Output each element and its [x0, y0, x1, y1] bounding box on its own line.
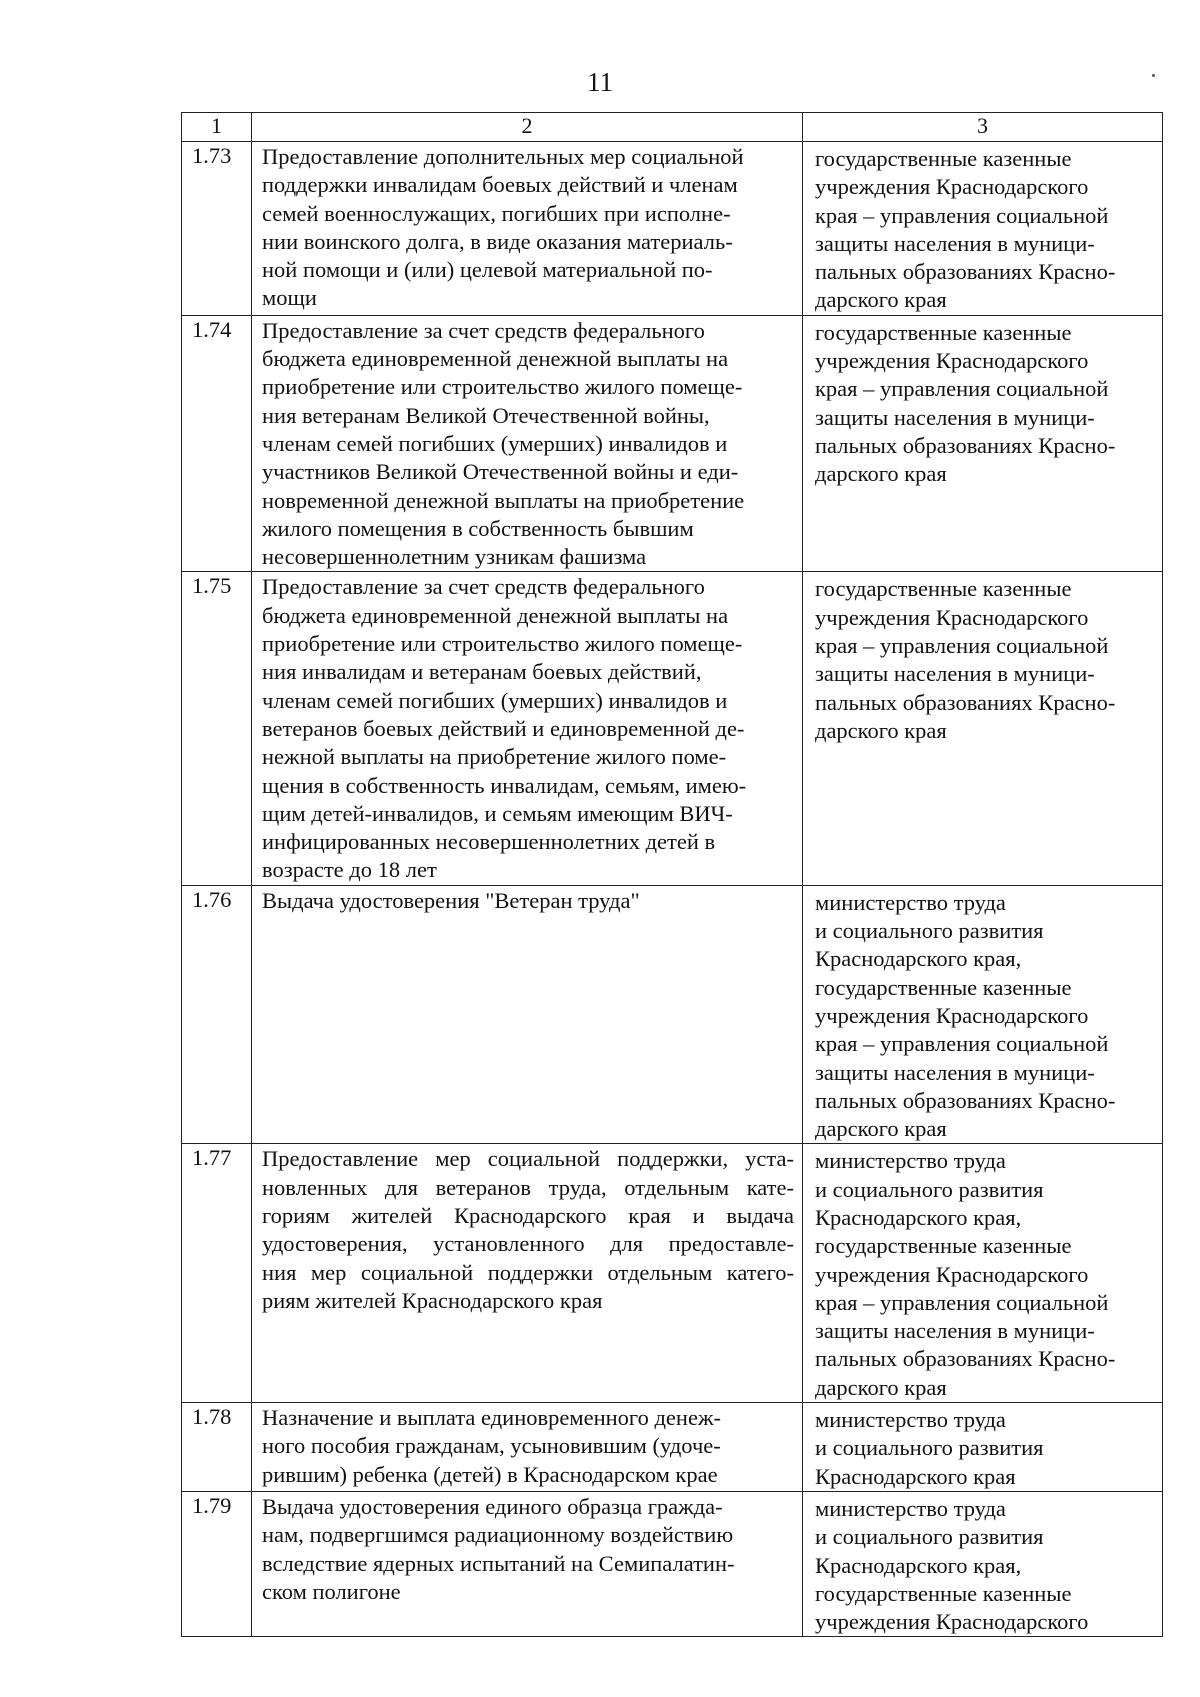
organization-line: государственные казенные — [815, 974, 1072, 1000]
organization-line: государственные казенные — [815, 319, 1072, 345]
description-line: Предоставление за счет средств федерального — [262, 317, 705, 343]
table-row — [182, 1403, 1163, 1492]
organization-line: пальных образованиях Красно- — [815, 432, 1116, 458]
responsible-organization — [803, 885, 1163, 1144]
description-line: Предоставление за счет средств федерального — [262, 574, 705, 600]
organization-line: учреждения Краснодарского — [815, 1002, 1089, 1028]
description-line: новременной денежной выплаты на приобретение — [262, 487, 745, 513]
description-line: семей военнослужащих, погибших при исполне- — [262, 200, 731, 226]
row-number: 1.76 — [182, 885, 252, 1144]
service-description — [252, 1144, 803, 1403]
description-line: нам, подвергшимся радиационному воздействию — [262, 1522, 734, 1548]
row-number: 1.75 — [182, 572, 252, 885]
table-row — [182, 572, 1163, 885]
organization-line: и социального развития — [815, 1524, 1044, 1550]
organization-line: государственные казенные — [815, 576, 1072, 602]
organization-line: защиты населения в муници- — [815, 661, 1095, 687]
organization-line: защиты населения в муници- — [815, 1059, 1095, 1085]
description-line: нежной выплаты на приобретение жилого поме- — [262, 744, 727, 770]
description-line: приобретение или строительство жилого помеще- — [262, 374, 743, 400]
description-line: Предоставление дополнительных мер социальной — [262, 144, 744, 169]
description-line: приобретение или строительство жилого помеще- — [262, 631, 743, 657]
header-col-3: 3 — [803, 113, 1163, 142]
organization-line: защиты населения в муници- — [815, 1318, 1095, 1344]
organization-line: государственные казенные — [815, 146, 1072, 171]
organization-line: Краснодарского края, — [815, 1552, 1022, 1578]
service-description — [252, 885, 803, 1144]
description-line: Выдача удостоверения "Ветеран труда" — [262, 887, 640, 913]
description-line: риям жителей Краснодарского края — [262, 1287, 603, 1313]
responsible-organization — [803, 315, 1163, 572]
description-line: жилого помещения в собственность бывшим — [262, 515, 694, 541]
organization-line: министерство труда — [815, 1495, 1006, 1521]
organization-line: края – управления социальной — [815, 202, 1109, 228]
description-line: членам семей погибших (умерших) инвалидов и — [262, 687, 728, 713]
service-description — [252, 142, 803, 316]
description-line: Назначение и выплата единовременного денеж- — [262, 1405, 721, 1431]
organization-line: Краснодарского края, — [815, 1204, 1022, 1230]
responsible-organization — [803, 1491, 1163, 1636]
organization-line: учреждения Краснодарского — [815, 1261, 1089, 1287]
organization-line: края – управления социальной — [815, 376, 1109, 402]
organization-line: Краснодарского края — [815, 1463, 1016, 1489]
table-row — [182, 1491, 1163, 1636]
organization-line: государственные казенные — [815, 1580, 1072, 1606]
organization-line: дарского края — [815, 461, 947, 487]
organization-line: защиты населения в муници- — [815, 404, 1095, 430]
description-line: мощи — [262, 285, 317, 311]
row-number: 1.78 — [182, 1403, 252, 1492]
organization-line: министерство труда — [815, 1407, 1006, 1433]
description-line: ния мер социальной поддержки отдельным катего- — [262, 1259, 794, 1285]
description-line: поддержки инвалидам боевых действий и членам — [262, 172, 738, 198]
description-line: бюджета единовременной денежной выплаты на — [262, 602, 729, 628]
organization-line: учреждения Краснодарского — [815, 604, 1089, 630]
description-line: новленных для ветеранов труда, отдельным кате- — [262, 1174, 794, 1200]
row-number: 1.73 — [182, 142, 252, 316]
responsible-organization — [803, 1144, 1163, 1403]
table-row — [182, 885, 1163, 1144]
description-line: бюджета единовременной денежной выплаты на — [262, 346, 729, 372]
table-row — [182, 315, 1163, 572]
services-table — [181, 112, 1163, 1637]
row-number: 1.77 — [182, 1144, 252, 1403]
description-line: ния ветеранам Великой Отечественной войны, — [262, 402, 710, 428]
organization-line: министерство труда — [815, 1148, 1006, 1174]
page-number: 11 — [587, 67, 613, 97]
organization-line: государственные казенные — [815, 1233, 1072, 1259]
organization-line: учреждения Краснодарского — [815, 174, 1089, 200]
organization-line: дарского края — [815, 1116, 947, 1142]
description-line: ском полигоне — [262, 1578, 401, 1604]
responsible-organization — [803, 572, 1163, 885]
service-description — [252, 572, 803, 885]
service-description — [252, 1491, 803, 1636]
table-header-row — [182, 113, 1163, 142]
description-line: ной помощи и (или) целевой материальной по- — [262, 257, 713, 283]
description-line: возрасте до 18 лет — [262, 857, 437, 883]
organization-line: пальных образованиях Красно- — [815, 259, 1116, 285]
organization-line: учреждения Краснодарского — [815, 1609, 1089, 1635]
organization-line: Краснодарского края, — [815, 946, 1022, 972]
organization-line: пальных образованиях Красно- — [815, 689, 1116, 715]
row-number: 1.74 — [182, 315, 252, 572]
scan-speck — [1152, 74, 1155, 77]
organization-line: пальных образованиях Красно- — [815, 1087, 1116, 1113]
table-body — [182, 113, 1163, 1637]
description-line: участников Великой Отечественной войны и еди- — [262, 459, 739, 485]
organization-line: пальных образованиях Красно- — [815, 1346, 1116, 1372]
description-line: щения в собственность инвалидам, семьям, имею- — [262, 772, 747, 798]
description-line: Предоставление мер социальной поддержки, уста- — [262, 1146, 794, 1172]
description-line: рившим) ребенка (детей) в Краснодарском крае — [262, 1461, 718, 1487]
service-description — [252, 315, 803, 572]
description-line: Выдача удостоверения единого образца гражда- — [262, 1493, 723, 1519]
organization-line: дарского края — [815, 717, 947, 743]
header-col-2: 2 — [252, 113, 803, 142]
organization-line: края – управления социальной — [815, 1031, 1109, 1057]
organization-line: и социального развития — [815, 1435, 1044, 1461]
organization-line: и социального развития — [815, 918, 1044, 944]
description-line: щим детей-инвалидов, и семьям имеющим ВИЧ- — [262, 800, 733, 826]
header-col-1: 1 — [182, 113, 252, 142]
organization-line: дарского края — [815, 1374, 947, 1400]
description-line: ного пособия гражданам, усыновившим (удоче- — [262, 1433, 721, 1459]
responsible-organization — [803, 1403, 1163, 1492]
description-line: удостоверения, установленного для предоставле- — [262, 1231, 794, 1257]
organization-line: защиты населения в муници- — [815, 230, 1095, 256]
description-line: несовершеннолетним узникам фашизма — [262, 544, 647, 570]
organization-line: учреждения Краснодарского — [815, 348, 1089, 374]
description-line: гориям жителей Краснодарского края и выдача — [262, 1202, 794, 1228]
organization-line: и социального развития — [815, 1176, 1044, 1202]
description-line: нии воинского долга, в виде оказания материаль- — [262, 228, 733, 254]
table-row — [182, 1144, 1163, 1403]
description-line: членам семей погибших (умерших) инвалидов и — [262, 430, 728, 456]
organization-line: министерство труда — [815, 889, 1006, 915]
responsible-organization — [803, 142, 1163, 316]
table-row — [182, 142, 1163, 316]
row-number: 1.79 — [182, 1491, 252, 1636]
organization-line: края – управления социальной — [815, 1289, 1109, 1315]
description-line: ветеранов боевых действий и единовременной де- — [262, 715, 745, 741]
description-line: ния инвалидам и ветеранам боевых действий, — [262, 659, 702, 685]
description-line: инфицированных несовершеннолетних детей в — [262, 829, 716, 855]
description-line: вследствие ядерных испытаний на Семипалатин- — [262, 1550, 735, 1576]
organization-line: дарского края — [815, 287, 947, 313]
service-description — [252, 1403, 803, 1492]
organization-line: края – управления социальной — [815, 633, 1109, 659]
